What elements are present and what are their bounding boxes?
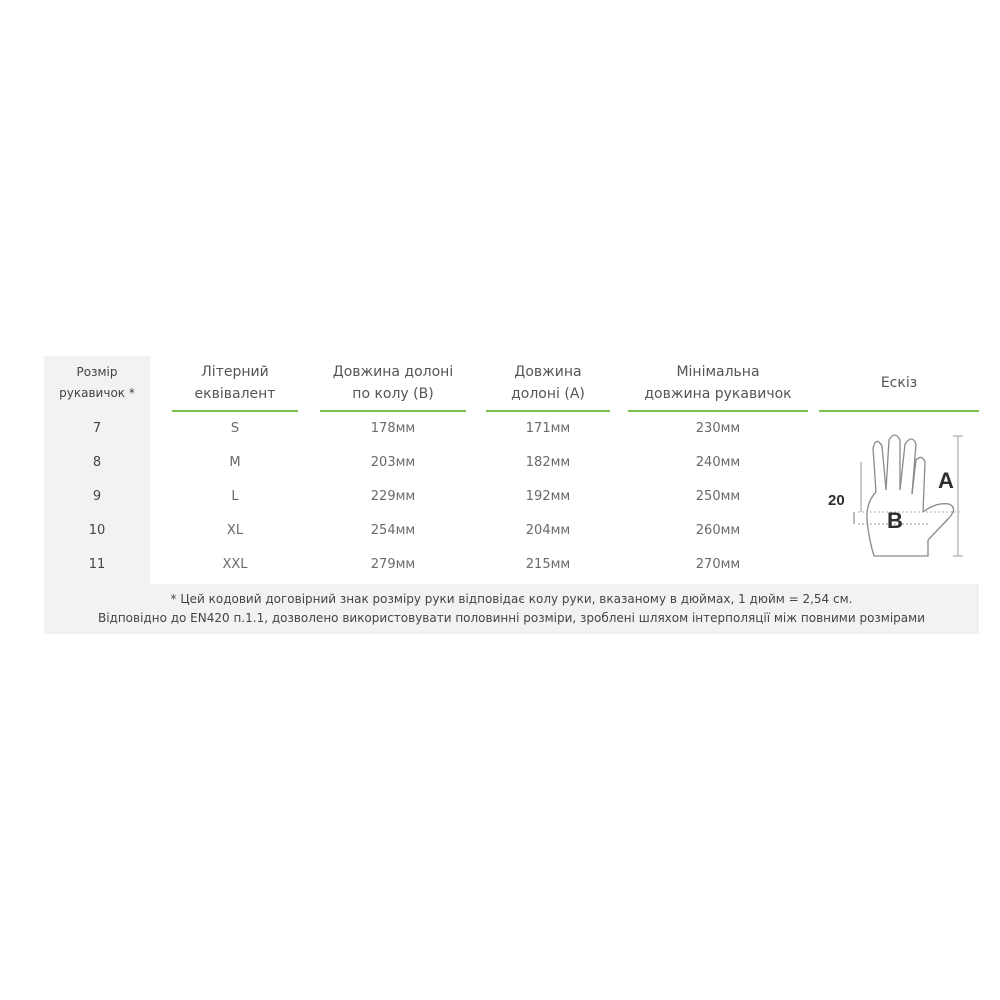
row-5-min-length: 270мм [695,557,741,572]
header-palm-length-line2: долоні (А) [511,386,585,402]
row-5-size: 11 [88,557,106,572]
row-3-min-length: 250мм [695,489,741,504]
header-circumference-line2: по колу (В) [352,386,434,402]
header-size-line1: Розмір [76,365,118,379]
row-4-palm-length: 204мм [525,523,571,538]
header-underline-letter [172,410,298,412]
header-underline-palm-length [486,410,610,412]
footnote-1: * Цей кодовий договірний знак розміру руки відповідає колу руки, вказаному в дюймах, 1 дюйм = 2,54 см. [170,592,853,606]
row-5-palm-length: 215мм [525,557,571,572]
sketch-label-dim: 20 [828,492,845,509]
row-2-circumference: 203мм [370,455,416,470]
glove-outline-icon [824,432,964,564]
header-palm-length [486,361,610,405]
header-underline-circumference [320,410,466,412]
header-sketch-text: Ескіз [880,375,918,391]
header-palm-length-line1: Довжина [514,364,582,380]
row-4-size: 10 [88,523,106,538]
row-2-palm-length: 182мм [525,455,571,470]
header-circumference-line1: Довжина долоні [332,364,454,380]
row-2-size: 8 [92,455,102,470]
header-underline-sketch [819,410,979,412]
glove-sketch [824,432,964,564]
header-min-length [628,361,808,405]
row-3-palm-length: 192мм [525,489,571,504]
row-5-letter: XXL [222,557,248,572]
row-3-letter: L [231,489,239,504]
row-1-size: 7 [92,421,102,436]
row-4-min-length: 260мм [695,523,741,538]
row-5-circumference: 279мм [370,557,416,572]
header-sketch [819,372,979,394]
row-3-size: 9 [92,489,102,504]
glove-size-table [44,356,979,634]
header-underline-min-length [628,410,808,412]
header-letter-line1: Літерний [201,364,269,380]
row-4-circumference: 254мм [370,523,416,538]
row-2-letter: M [229,455,241,470]
header-size [44,362,150,404]
row-4-letter: XL [226,523,244,538]
header-circumference [320,361,466,405]
header-min-length-line1: Мінімальна [676,364,760,380]
row-2-min-length: 240мм [695,455,741,470]
row-1-circumference: 178мм [370,421,416,436]
row-3-circumference: 229мм [370,489,416,504]
sketch-label-a: A [938,468,954,493]
row-1-min-length: 230мм [695,421,741,436]
header-letter [172,361,298,405]
header-size-line2: рукавичок * [59,386,135,400]
footnote-2: Відповідно до EN420 п.1.1, дозволено використовувати половинні розміри, зроблені шляхом інтерполяції між повними розмірами [97,611,926,625]
sketch-label-b: B [887,508,903,533]
row-1-palm-length: 171мм [525,421,571,436]
row-1-letter: S [230,421,240,436]
header-letter-line2: еквівалент [194,386,276,402]
header-min-length-line2: довжина рукавичок [644,386,792,402]
